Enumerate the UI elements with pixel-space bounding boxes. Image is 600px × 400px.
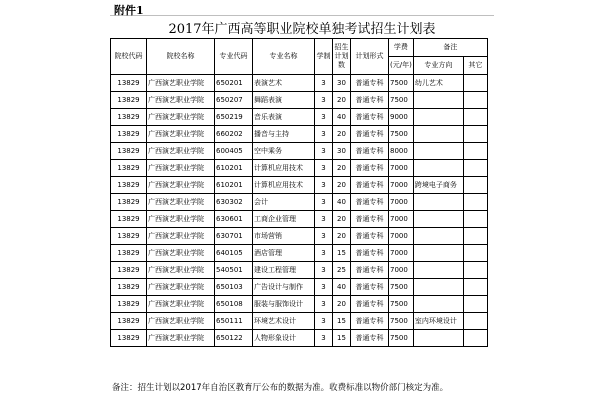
cell-years: 3	[315, 211, 333, 228]
cell-direction	[413, 262, 463, 279]
attachment-label: 附件1	[114, 4, 144, 17]
cell-direction	[413, 194, 463, 211]
table-row	[111, 211, 488, 228]
footnote: 备注：招生计划以2017年自治区教育厅公布的数据为准。收费标准以物价部门核定为准。	[112, 383, 449, 393]
cell-major-name: 人物形象设计	[253, 330, 315, 347]
cell-plan-count: 25	[333, 262, 351, 279]
cell-fee: 8000	[389, 143, 414, 160]
cell-other	[463, 296, 487, 313]
cell-school-name: 广西演艺职业学院	[147, 160, 215, 177]
cell-fee: 7000	[389, 211, 414, 228]
cell-plan-count: 15	[333, 330, 351, 347]
cell-school-name: 广西演艺职业学院	[147, 126, 215, 143]
cell-major-code: 640105	[215, 245, 253, 262]
cell-years: 3	[315, 92, 333, 109]
header-plan-count	[333, 39, 351, 75]
cell-other	[463, 262, 487, 279]
cell-school-name: 广西演艺职业学院	[147, 109, 215, 126]
sheet-gridline	[110, 15, 494, 16]
cell-major-code: 650219	[215, 109, 253, 126]
table-body	[111, 75, 488, 347]
cell-other	[463, 313, 487, 330]
cell-school-name: 广西演艺职业学院	[147, 92, 215, 109]
cell-school-code: 13829	[111, 262, 147, 279]
cell-years: 3	[315, 126, 333, 143]
cell-other	[463, 143, 487, 160]
table-row	[111, 262, 488, 279]
cell-direction	[413, 160, 463, 177]
cell-school-code: 13829	[111, 109, 147, 126]
cell-fee: 7500	[389, 75, 414, 92]
cell-direction	[413, 279, 463, 296]
header-fee-unit: (元/年)	[389, 57, 414, 75]
cell-fee: 7000	[389, 177, 414, 194]
cell-fee: 7000	[389, 194, 414, 211]
cell-major-name: 广告设计与制作	[253, 279, 315, 296]
cell-plan-form: 普通专科	[351, 109, 389, 126]
enrollment-plan-table	[110, 38, 488, 347]
cell-school-name: 广西演艺职业学院	[147, 228, 215, 245]
cell-plan-count: 30	[333, 143, 351, 160]
cell-years: 3	[315, 143, 333, 160]
cell-plan-count: 15	[333, 313, 351, 330]
cell-fee: 7000	[389, 245, 414, 262]
cell-other	[463, 194, 487, 211]
cell-major-code: 610201	[215, 160, 253, 177]
cell-school-name: 广西演艺职业学院	[147, 279, 215, 296]
cell-plan-form: 普通专科	[351, 228, 389, 245]
cell-other	[463, 109, 487, 126]
cell-fee: 7500	[389, 330, 414, 347]
cell-major-code: 660202	[215, 126, 253, 143]
cell-direction	[413, 211, 463, 228]
cell-major-code: 630701	[215, 228, 253, 245]
header-school-name: 院校名称	[147, 39, 215, 75]
cell-plan-count: 20	[333, 211, 351, 228]
cell-other	[463, 160, 487, 177]
cell-other	[463, 177, 487, 194]
table-row	[111, 160, 488, 177]
cell-plan-form: 普通专科	[351, 160, 389, 177]
cell-years: 3	[315, 75, 333, 92]
cell-fee: 7000	[389, 160, 414, 177]
cell-school-code: 13829	[111, 75, 147, 92]
cell-plan-form: 普通专科	[351, 194, 389, 211]
cell-other	[463, 126, 487, 143]
cell-major-name: 服装与服饰设计	[253, 296, 315, 313]
cell-plan-count: 20	[333, 160, 351, 177]
header-plan-count-text: 招生计划数	[334, 43, 349, 69]
cell-other	[463, 211, 487, 228]
cell-years: 3	[315, 160, 333, 177]
cell-school-code: 13829	[111, 313, 147, 330]
table-row	[111, 313, 488, 330]
header-fee: 学费	[389, 39, 414, 57]
cell-plan-form: 普通专科	[351, 126, 389, 143]
cell-school-name: 广西演艺职业学院	[147, 262, 215, 279]
cell-school-name: 广西演艺职业学院	[147, 245, 215, 262]
header-school-code: 院校代码	[111, 39, 147, 75]
cell-direction: 幼儿艺术	[413, 75, 463, 92]
table-row	[111, 75, 488, 92]
cell-years: 3	[315, 313, 333, 330]
cell-school-name: 广西演艺职业学院	[147, 177, 215, 194]
cell-fee: 9000	[389, 109, 414, 126]
cell-school-code: 13829	[111, 330, 147, 347]
cell-school-code: 13829	[111, 194, 147, 211]
table-row	[111, 92, 488, 109]
cell-other	[463, 228, 487, 245]
cell-major-name: 会计	[253, 194, 315, 211]
header-direction: 专业方向	[413, 57, 463, 75]
table-row	[111, 143, 488, 160]
table-row	[111, 109, 488, 126]
cell-plan-count: 20	[333, 177, 351, 194]
cell-school-name: 广西演艺职业学院	[147, 143, 215, 160]
cell-major-name: 播音与主持	[253, 126, 315, 143]
table-row	[111, 296, 488, 313]
cell-school-name: 广西演艺职业学院	[147, 313, 215, 330]
cell-major-code: 650103	[215, 279, 253, 296]
cell-plan-form: 普通专科	[351, 296, 389, 313]
cell-major-name: 计算机应用技术	[253, 160, 315, 177]
cell-fee: 7500	[389, 92, 414, 109]
cell-other	[463, 245, 487, 262]
cell-fee: 7000	[389, 228, 414, 245]
document-title: 2017年广西高等职业院校单独考试招生计划表	[168, 22, 436, 37]
cell-other	[463, 330, 487, 347]
cell-direction	[413, 245, 463, 262]
cell-plan-count: 15	[333, 245, 351, 262]
table-row	[111, 194, 488, 211]
cell-plan-count: 20	[333, 228, 351, 245]
cell-major-code: 610201	[215, 177, 253, 194]
cell-major-name: 市场营销	[253, 228, 315, 245]
cell-school-name: 广西演艺职业学院	[147, 194, 215, 211]
cell-direction	[413, 296, 463, 313]
cell-major-name: 酒店管理	[253, 245, 315, 262]
cell-years: 3	[315, 279, 333, 296]
header-other: 其它	[463, 57, 487, 75]
cell-years: 3	[315, 177, 333, 194]
cell-major-name: 表演艺术	[253, 75, 315, 92]
header-years: 学制	[315, 39, 333, 75]
cell-plan-count: 40	[333, 194, 351, 211]
cell-school-code: 13829	[111, 296, 147, 313]
cell-school-code: 13829	[111, 143, 147, 160]
cell-direction	[413, 126, 463, 143]
header-plan-form: 计划形式	[351, 39, 389, 75]
cell-plan-form: 普通专科	[351, 177, 389, 194]
cell-plan-count: 30	[333, 75, 351, 92]
cell-plan-count: 40	[333, 109, 351, 126]
cell-years: 3	[315, 330, 333, 347]
cell-direction	[413, 92, 463, 109]
cell-school-code: 13829	[111, 211, 147, 228]
cell-plan-form: 普通专科	[351, 143, 389, 160]
cell-plan-count: 20	[333, 92, 351, 109]
cell-years: 3	[315, 245, 333, 262]
cell-years: 3	[315, 109, 333, 126]
cell-plan-count: 20	[333, 296, 351, 313]
cell-school-code: 13829	[111, 160, 147, 177]
cell-major-code: 650122	[215, 330, 253, 347]
cell-school-name: 广西演艺职业学院	[147, 296, 215, 313]
header-major-name: 专业名称	[253, 39, 315, 75]
cell-plan-count: 20	[333, 126, 351, 143]
cell-major-code: 650108	[215, 296, 253, 313]
cell-plan-form: 普通专科	[351, 313, 389, 330]
cell-direction: 室内环境设计	[413, 313, 463, 330]
spreadsheet-page	[110, 0, 494, 400]
table-row	[111, 330, 488, 347]
cell-other	[463, 75, 487, 92]
cell-direction: 跨境电子商务	[413, 177, 463, 194]
cell-years: 3	[315, 194, 333, 211]
cell-direction	[413, 143, 463, 160]
cell-years: 3	[315, 262, 333, 279]
cell-plan-form: 普通专科	[351, 211, 389, 228]
cell-major-code: 650201	[215, 75, 253, 92]
cell-fee: 7000	[389, 262, 414, 279]
cell-major-name: 舞蹈表演	[253, 92, 315, 109]
cell-plan-form: 普通专科	[351, 92, 389, 109]
cell-major-name: 工商企业管理	[253, 211, 315, 228]
cell-fee: 7500	[389, 126, 414, 143]
cell-major-name: 计算机应用技术	[253, 177, 315, 194]
header-remarks: 备注	[413, 39, 487, 57]
cell-major-code: 650207	[215, 92, 253, 109]
cell-major-code: 600405	[215, 143, 253, 160]
cell-direction	[413, 228, 463, 245]
cell-plan-form: 普通专科	[351, 330, 389, 347]
cell-major-name: 音乐表演	[253, 109, 315, 126]
cell-other	[463, 279, 487, 296]
cell-major-name: 建设工程管理	[253, 262, 315, 279]
cell-school-code: 13829	[111, 228, 147, 245]
cell-school-code: 13829	[111, 92, 147, 109]
cell-school-code: 13829	[111, 245, 147, 262]
cell-direction	[413, 109, 463, 126]
cell-other	[463, 92, 487, 109]
cell-plan-form: 普通专科	[351, 245, 389, 262]
cell-major-code: 630302	[215, 194, 253, 211]
cell-years: 3	[315, 296, 333, 313]
cell-school-code: 13829	[111, 126, 147, 143]
cell-school-name: 广西演艺职业学院	[147, 211, 215, 228]
cell-plan-form: 普通专科	[351, 262, 389, 279]
cell-plan-count: 40	[333, 279, 351, 296]
table-row	[111, 177, 488, 194]
cell-school-code: 13829	[111, 177, 147, 194]
table-row	[111, 126, 488, 143]
cell-major-code: 630601	[215, 211, 253, 228]
cell-plan-form: 普通专科	[351, 75, 389, 92]
cell-years: 3	[315, 228, 333, 245]
cell-fee: 7500	[389, 279, 414, 296]
cell-major-code: 540501	[215, 262, 253, 279]
cell-major-name: 环境艺术设计	[253, 313, 315, 330]
cell-major-code: 650111	[215, 313, 253, 330]
cell-fee: 7500	[389, 296, 414, 313]
cell-fee: 7500	[389, 313, 414, 330]
cell-school-name: 广西演艺职业学院	[147, 75, 215, 92]
cell-direction	[413, 330, 463, 347]
header-major-code: 专业代码	[215, 39, 253, 75]
table-row	[111, 279, 488, 296]
cell-school-name: 广西演艺职业学院	[147, 330, 215, 347]
cell-school-code: 13829	[111, 279, 147, 296]
cell-major-name: 空中乘务	[253, 143, 315, 160]
cell-plan-form: 普通专科	[351, 279, 389, 296]
table-row	[111, 228, 488, 245]
table-row	[111, 245, 488, 262]
